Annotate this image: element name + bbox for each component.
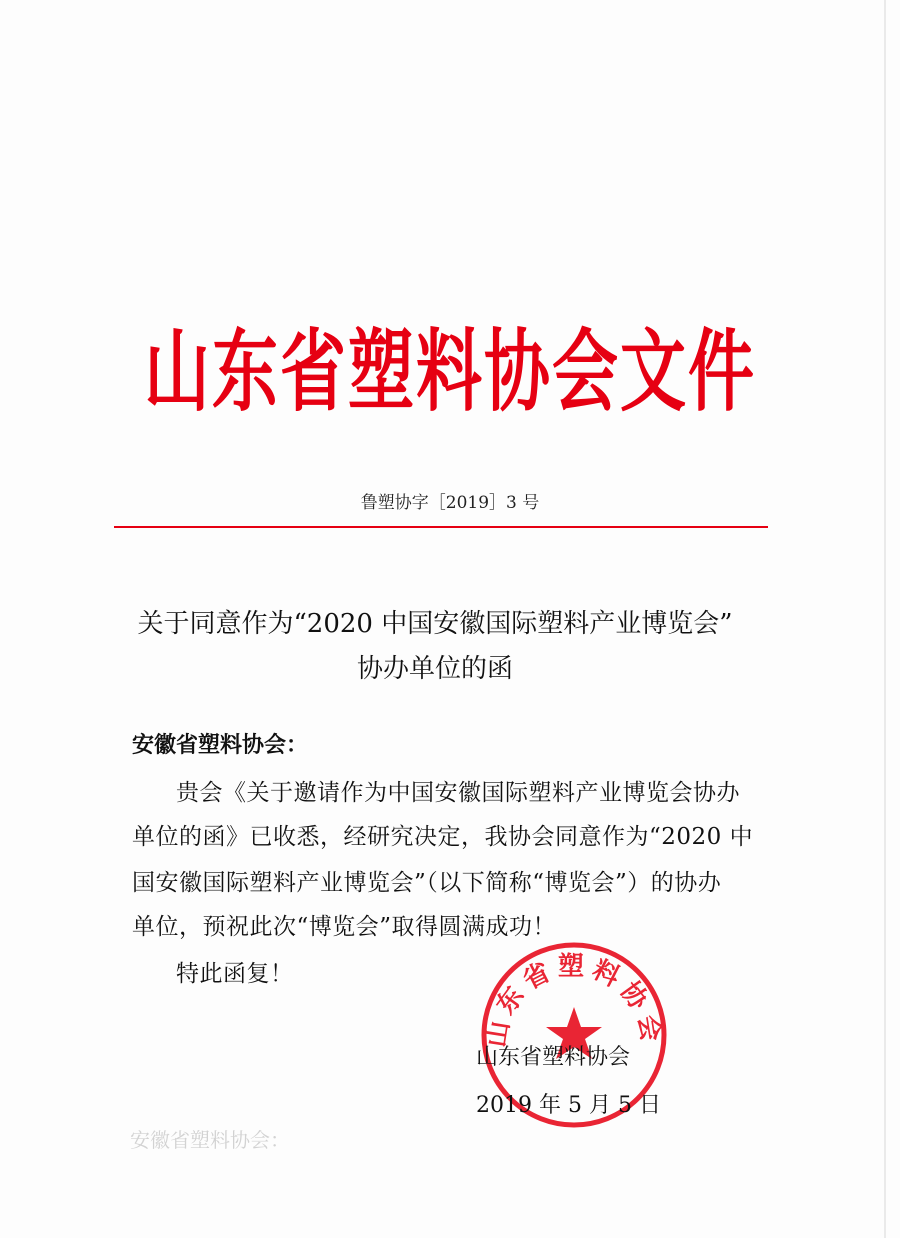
signer-organization: 山东省塑料协会 [476, 1045, 631, 1070]
body-line-2: 单位的函》已收悉，经研究决定，我协会同意作为“2020 中 [132, 824, 754, 850]
subject-line-1: 关于同意作为“2020 中国安徽国际塑料产业博览会” [137, 609, 733, 639]
salutation: 安徽省塑料协会： [132, 732, 309, 758]
svg-text:山东省塑料协会: 山东省塑料协会 [481, 952, 667, 1050]
red-divider [114, 526, 768, 528]
subject-line-2: 协办单位的函 [356, 654, 513, 684]
body-line-4: 单位，预祝此次“博览会”取得圆满成功！ [132, 914, 557, 940]
document-number: 鲁塑协字［2019］3 号 [360, 493, 540, 513]
bleed-through-text: 安徽省塑料协会： [130, 1128, 290, 1152]
body-line-1: 贵会《关于邀请作为中国安徽国际塑料产业博览会协办 [176, 780, 740, 806]
signature-date: 2019 年 5 月 5 日 [476, 1093, 661, 1118]
closing-line: 特此函复！ [176, 961, 294, 987]
letterhead-title: 山东省塑料协会文件 [144, 318, 756, 425]
body-line-3: 国安徽国际塑料产业博览会”（以下简称“博览会”）的协办 [132, 870, 722, 896]
